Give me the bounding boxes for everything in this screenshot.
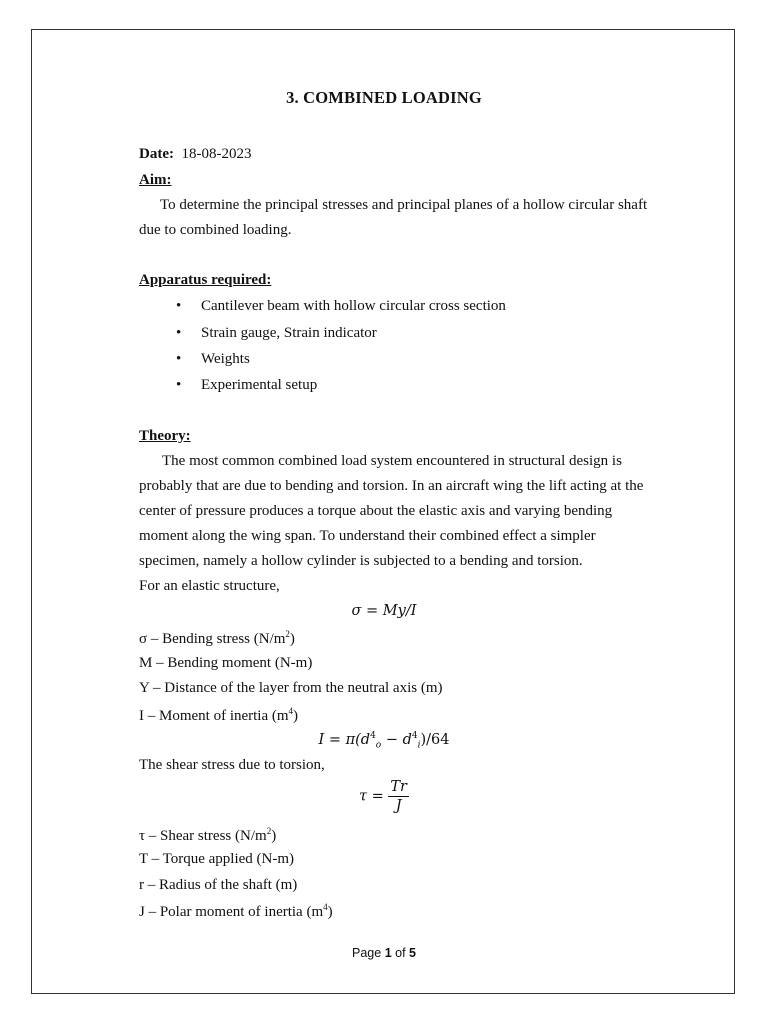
definition-line: M – Bending moment (N-m) bbox=[139, 655, 313, 671]
apparatus-item: Strain gauge, Strain indicator bbox=[201, 325, 377, 341]
theory-heading: Theory: bbox=[139, 428, 191, 444]
apparatus-item: Experimental setup bbox=[201, 377, 318, 393]
theory-line: The most common combined load system encountered in structural design is bbox=[162, 453, 622, 469]
definition-line: T – Torque applied (N-m) bbox=[139, 851, 295, 867]
bullet-icon: • bbox=[176, 298, 182, 314]
page-title: 3. COMBINED LOADING bbox=[286, 88, 482, 107]
page-number: Page 1 of 5 bbox=[352, 946, 416, 960]
theory-line: specimen, namely a hollow cylinder is subjected to a bending and torsion. bbox=[139, 553, 583, 569]
theory-line: For an elastic structure, bbox=[139, 578, 280, 594]
definition-line: r – Radius of the shaft (m) bbox=[139, 877, 298, 893]
definition-line: J – Polar moment of inertia $(m^4)$ bbox=[139, 902, 333, 920]
shear-stress-equation: τ = $\frac{Tr}{J}$ bbox=[359, 779, 407, 814]
definition-line: τ – Shear stress $(N/m^2)$ bbox=[139, 826, 277, 844]
bending-stress-equation: σ = My/I bbox=[351, 603, 417, 619]
aim-heading: Aim: bbox=[139, 172, 172, 188]
moment-of-inertia-equation: $I = \pi(d^4_o - d^4_i)/64$ bbox=[318, 731, 450, 751]
definition-line: Y – Distance of the layer from the neutral axis (m) bbox=[139, 680, 443, 696]
theory-line: center of pressure produces a torque about the elastic axis and varying bending bbox=[139, 503, 613, 519]
definition-line: σ – Bending stress $(N/m^2)$ bbox=[139, 629, 295, 647]
definition-line: I – Moment of inertia $(m^4)$ bbox=[139, 706, 299, 724]
date-value: 18-08-2023 bbox=[181, 146, 252, 162]
bullet-icon: • bbox=[176, 325, 182, 341]
apparatus-item: Cantilever beam with hollow circular cross section bbox=[201, 298, 506, 314]
bullet-icon: • bbox=[176, 377, 182, 393]
aim-line-2: due to combined loading. bbox=[139, 222, 292, 238]
theory-line: probably that are due to bending and torsion. In an aircraft wing the lift acting at the bbox=[139, 478, 644, 494]
apparatus-heading: Apparatus required: bbox=[139, 272, 272, 288]
theory-line: moment along the wing span. To understand their combined effect a simpler bbox=[139, 528, 596, 544]
aim-line-1: To determine the principal stresses and principal planes of a hollow circular shaft bbox=[160, 197, 648, 213]
date-line bbox=[139, 146, 251, 163]
shear-intro: The shear stress due to torsion, bbox=[139, 757, 325, 773]
date-label: Date: bbox=[139, 146, 174, 162]
apparatus-item: Weights bbox=[201, 351, 250, 367]
bullet-icon: • bbox=[176, 351, 182, 367]
